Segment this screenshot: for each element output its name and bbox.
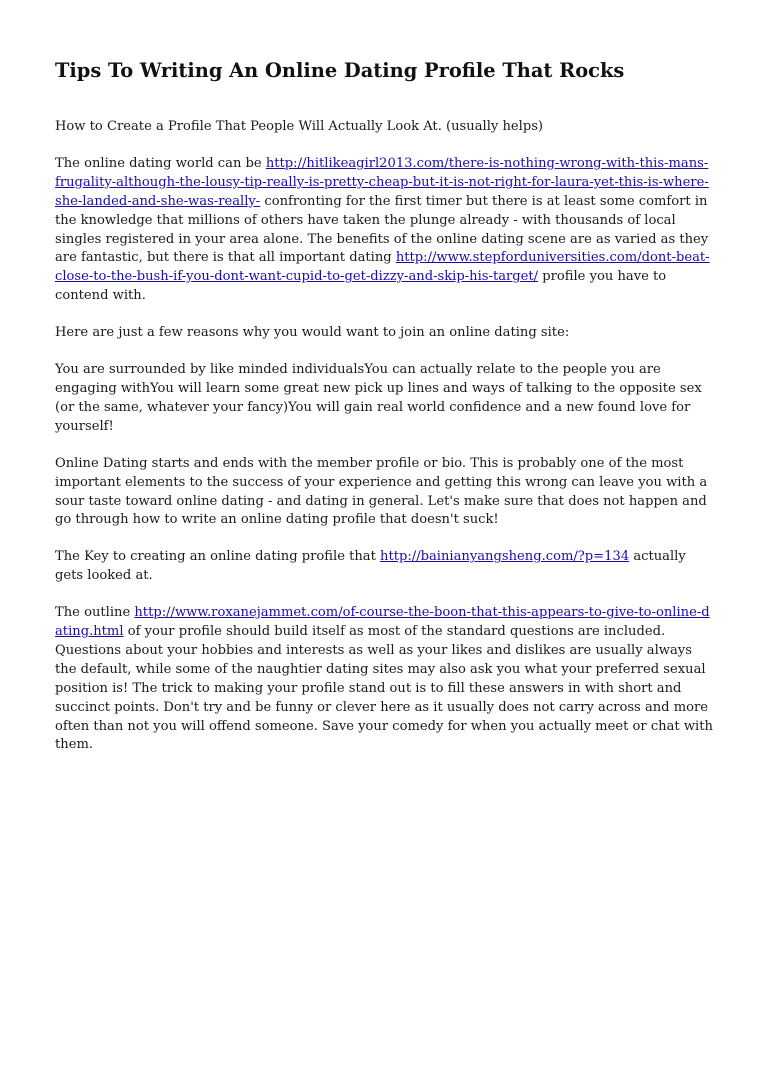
link-stepforduniversities[interactable]: http://www.stepforduniversities.com/dont-beat-close-to-the-bush-if-you-dont-want-cupid-to-get-dizzy-and-skip-his-target/: [55, 250, 710, 285]
intro-paragraph: [55, 155, 713, 306]
key-text-before: The Key to creating an online dating profile that: [55, 549, 381, 565]
page-title: Tips To Writing An Online Dating Profile That Rocks: [55, 59, 625, 82]
key-text-after: actually gets looked at.: [55, 549, 686, 584]
intro-text-after: profile you have to contend with.: [55, 269, 667, 304]
intro-text-middle: confronting for the first timer but there is at least some comfort in the knowledge that millions of others have taken the plunge already - with thousands of local singles registered in your area alone. The benefits of the online dating scene are as varied as they are fantastic, but there is that all important dating: [55, 193, 709, 266]
document-page: [55, 58, 713, 773]
reasons-intro-paragraph: Here are just a few reasons why you would want to join an online dating site:: [55, 325, 570, 341]
reasons-paragraph: You are surrounded by like minded individualsYou can actually relate to the people you are engaging withYou will learn some great new pick up lines and ways of talking to the opposite sex (or the same, whatever your fancy)You will gain real world confidence and a new found love for yourself!: [55, 362, 702, 434]
key-paragraph: [55, 548, 713, 586]
subtitle-paragraph: How to Create a Profile That People Will Actually Look At. (usually helps): [55, 119, 544, 134]
link-bainianyangsheng[interactable]: http://bainianyangsheng.com/?p=134: [380, 549, 630, 565]
outline-text-after: of your profile should build itself as most of the standard questions are included. Questions about your hobbies and interests as well as your likes and dislikes are usually always the default, while some of the naughtier dating sites may also ask you what your preferred sexual position is! The trick to making your profile stand out is to fill these answers in with short and succinct points. Don't try and be funny or clever here as it usually does not carry across and more often than not you will offend someone. Save your comedy for when you actually meet or chat with them.: [55, 624, 713, 753]
link-hitlikeagirl[interactable]: http://hitlikeagirl2013.com/there-is-nothing-wrong-with-this-mans-frugality-although-the-lousy-tip-really-is-pretty-cheap-but-it-is-not-right-for-laura-yet-this-is-where-she-landed-and-she-was-really-: [55, 155, 709, 209]
profile-importance-paragraph: Online Dating starts and ends with the member profile or bio. This is probably one of the most important elements to the success of your experience and getting this wrong can leave you with a sour taste toward online dating - and dating in general. Let's make sure that does not happen and go through how to write an online dating profile that doesn't suck!: [55, 455, 708, 528]
outline-paragraph: [55, 604, 713, 755]
intro-text-before: The online dating world can be: [55, 155, 266, 171]
link-roxanejammet[interactable]: http://www.roxanejammet.com/of-course-the-boon-that-this-appears-to-give-to-online-dating.html: [55, 605, 710, 640]
outline-text-before: The outline: [55, 605, 135, 621]
